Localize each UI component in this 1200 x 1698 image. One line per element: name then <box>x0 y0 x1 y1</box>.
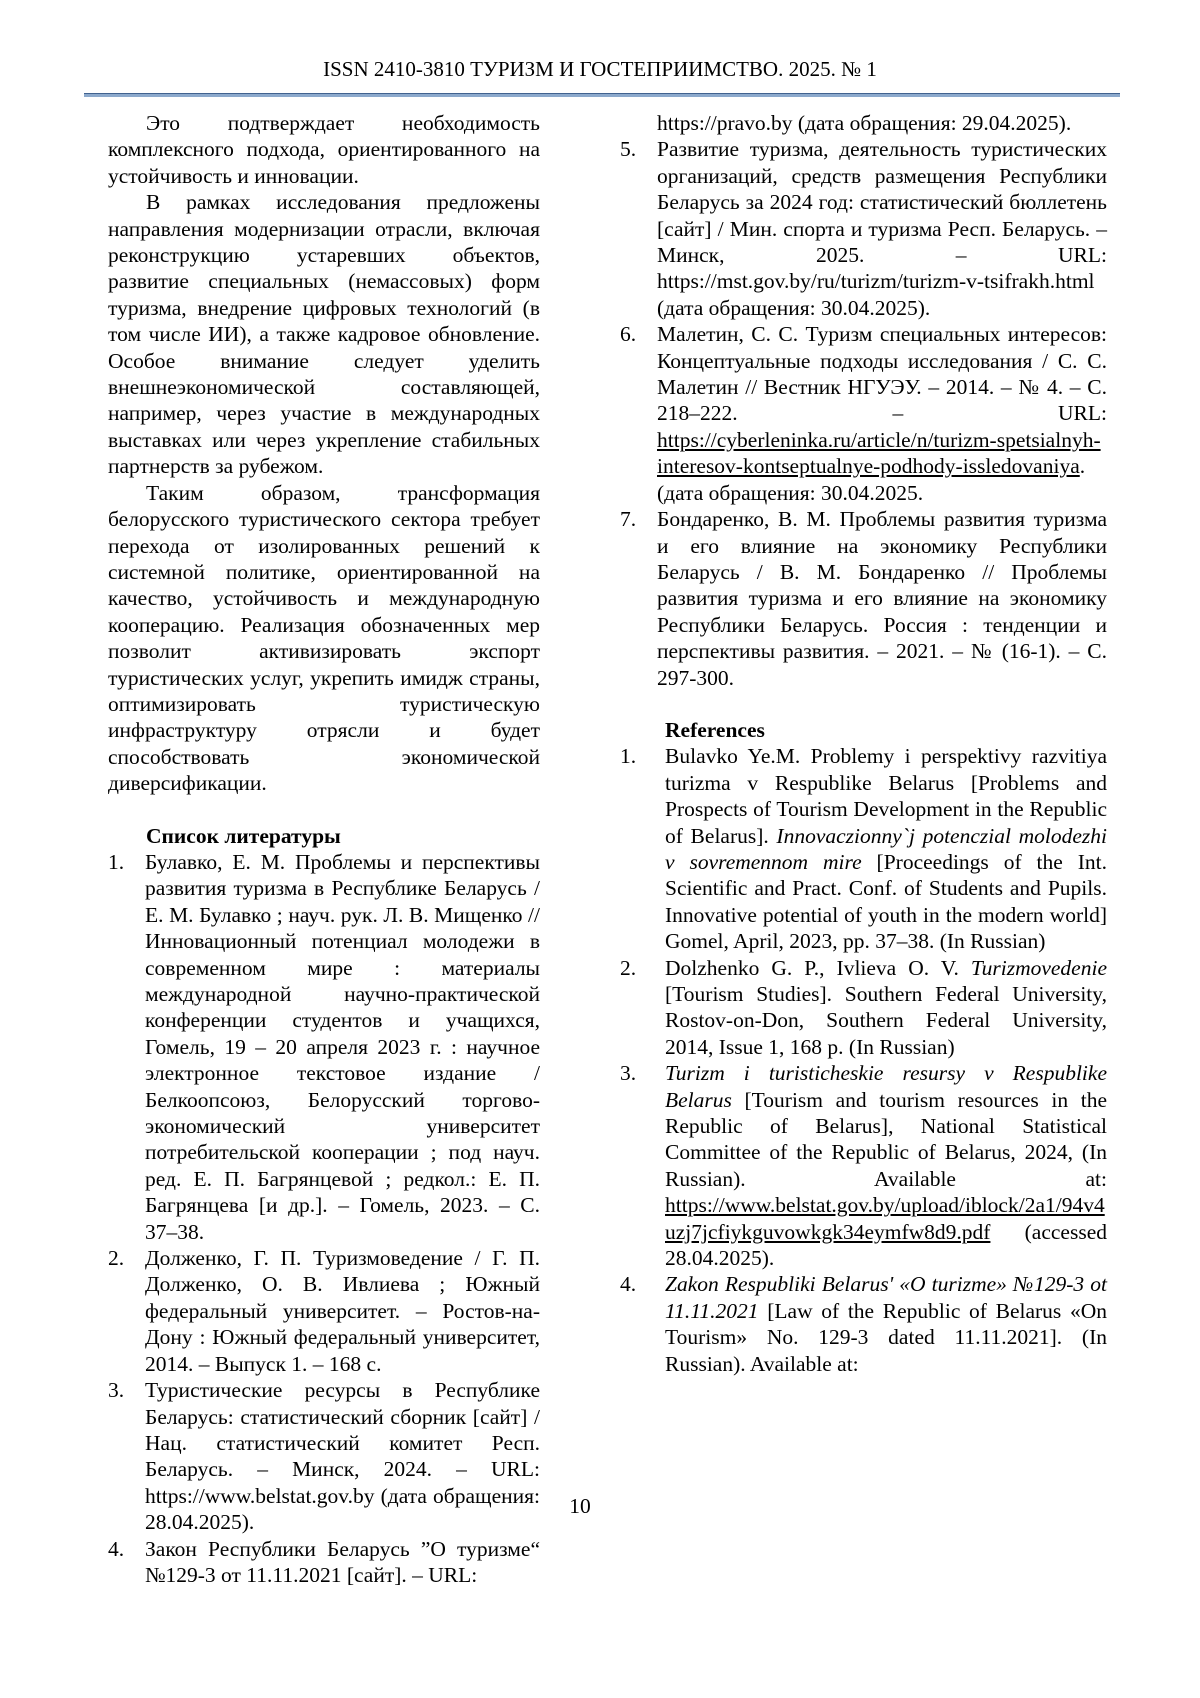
left-references <box>108 849 540 1588</box>
reference-text: Туристические ресурсы в Республике Беларусь: статистический сборник [сайт] / Нац. статистический комитет Респ. Беларусь. – Минск, 2024. – URL: https://www.belstat.gov.by (дата обращения: 28.04.2025). <box>145 1378 540 1535</box>
reference-text: Innovaczionny`j potenczial molodezhi v sovremennom mire <box>665 823 1107 874</box>
reference-number: 4. <box>108 1536 125 1561</box>
reference-number: 3. <box>108 1378 125 1403</box>
reference-4-continuation <box>620 110 1107 136</box>
reference-number: 2. <box>108 1246 125 1271</box>
body-paragraph: Это подтверждает необходимость комплексного подхода, ориентированного на устойчивость и инновации. <box>108 111 540 188</box>
reference-item <box>620 506 1107 691</box>
reference-text: Булавко, Е. М. Проблемы и перспективы развития туризма в Республике Беларусь / Е. М. Булавко ; науч. рук. Л. В. Мищенко // Инновационный потенциал молодежи в современном мире : материалы международной научно-практической конференции студентов и учащихся, Гомель, 19 – 20 апреля 2023 г. : научное электронное текстовое издание / Белкоопсоюз, Белорусский торгово-экономический университет потребительской кооперации ; под науч. ред. Е. П. Багрянцевой ; редкол.: Е. П. Багрянцева [и др.]. – Гомель, 2023. – С. 37–38. <box>145 849 540 1244</box>
reference-text: . (дата обращения: 30.04.2025. <box>657 454 1086 505</box>
reference-text: Развитие туризма, деятельность туристических организаций, средств размещения Республики Беларусь за 2024 год: статистический бюллетень [сайт] / Мин. спорта и туризма Респ. Беларусь. – Минск, 2025. – URL: https://mst.gov.by/ru/turizm/turizm-v-tsifrakh.html (дата обращения: 30.04.2025). <box>657 137 1107 320</box>
reference-number: 7. <box>620 507 637 532</box>
hyperlink-text[interactable]: https://cyberleninka.ru/article/n/turizm-spetsialnyh-interesov-kontseptualnye-podhody-issledovaniya <box>657 427 1101 479</box>
references-title-ru: Список литературы <box>146 823 341 848</box>
left-paragraphs <box>108 110 540 797</box>
reference-item <box>108 849 540 1245</box>
reference-number: 4. <box>620 1272 637 1297</box>
reference-item <box>108 1245 540 1377</box>
reference-number: 6. <box>620 322 637 347</box>
reference-number: 3. <box>620 1061 637 1086</box>
hyperlink-text[interactable]: https://www.belstat.gov.by/upload/iblock/2a1/94v4uzj7jcfiykguvowkgk34eymfw8d9.pdf <box>665 1193 1105 1244</box>
reference-text: [Proceedings of the Int. Scientific and Pract. Conf. of Students and Pupils. Innovative potential of youth in the modern world] Gomel, April, 2023, pp. 37–38. (In Russian) <box>665 849 1107 954</box>
reference-text: [Tourism and tourism resources in the Republic of Belarus], National Statistical Committee of the Republic of Belarus, 2024, (In Russian). Available at: <box>665 1087 1107 1191</box>
right-column <box>620 110 1107 1377</box>
right-references-en <box>620 743 1107 1377</box>
reference-item <box>620 743 1107 954</box>
left-column <box>108 110 540 1588</box>
body-paragraph: В рамках исследования предложены направления модернизации отрасли, включая реконструкцию устаревших объектов, развитие специальных (немассовых) форм туризма, внедрение цифровых технологий (в том числе ИИ), а также кадровое обновление. Особое внимание следует уделить внешнеэкономической составляющей, например, через участие в международных выставках или через укрепление стабильных партнерств за рубежом. <box>108 190 540 479</box>
body-paragraph: Таким образом, трансформация белорусского туристического сектора требует перехода от изолированных решений к системной политике, ориентированной на качество, устойчивость и международную кооперацию. Реализация обозначенных мер позволит активизировать экспорт туристических услуг, укрепить имидж страны, оптимизировать туристическую инфраструктуру отрясли и будет способствовать экономической диверсификации. <box>108 480 540 796</box>
reference-number: 5. <box>620 137 637 162</box>
journal-header: ISSN 2410-3810 ТУРИЗМ И ГОСТЕПРИИМСТВО. 2025. № 1 <box>323 57 877 81</box>
reference-text: [Law of the Republic of Belarus «On Tourism» No. 129-3 dated 11.11.2021]. (In Russian). Available at: <box>665 1298 1107 1376</box>
reference-text: Turizmovedenie <box>970 955 1107 980</box>
reference-text: (accessed 28.04.2025). <box>665 1219 1107 1271</box>
reference-item <box>620 321 1107 506</box>
page-number: 10 <box>569 1494 591 1518</box>
reference-text: Бондаренко, В. М. Проблемы развития туризма и его влияние на экономику Республики Беларусь / В. М. Бондаренко // Проблемы развития туризма и его влияние на экономику Республики Беларусь. Россия : тенденции и перспективы развития. – 2021. – № (16-1). – С. 297-300. <box>657 507 1107 690</box>
reference-number: 1. <box>620 744 637 769</box>
reference-text: Малетин, С. С. Туризм специальных интересов: Концептуальные подходы исследования / С. С. Малетин // Вестник НГУЭУ. – 2014. – № 4. – С. 218–222. – URL: <box>657 322 1107 426</box>
reference-text: https://pravo.by (дата обращения: 29.04.2025). <box>657 111 1072 135</box>
reference-text: Bulavko Ye.M. Problemy i perspektivy razvitiya turizma v Respublike Belarus [Problems and Prospects of Tourism Development in the Republic of Belarus]. <box>665 744 1107 848</box>
reference-item <box>620 1060 1107 1271</box>
reference-number: 1. <box>108 849 125 874</box>
reference-text: Закон Республики Беларусь ”О туризме“ №129-3 от 11.11.2021 [сайт]. – URL: <box>145 1536 540 1587</box>
reference-text: Zakon Respubliki Belarus' «O turizme» №129-3 ot 11.11.2021 <box>665 1272 1107 1323</box>
reference-item <box>620 1271 1107 1377</box>
right-references-ru <box>620 136 1107 691</box>
reference-text: Долженко, Г. П. Туризмоведение / Г. П. Долженко, О. В. Ивлиева ; Южный федеральный университет. – Ростов-на-Дону : Южный федеральный университет, 2014. – Выпуск 1. – 168 с. <box>145 1246 540 1376</box>
reference-item <box>620 136 1107 321</box>
header-rule <box>84 93 1120 97</box>
reference-item <box>108 1536 540 1589</box>
reference-text: Turizm i turisticheskie resursy v Respublike Belarus <box>665 1061 1107 1112</box>
reference-text: Dolzhenko G. P., Ivlieva O. V. <box>665 955 971 980</box>
reference-number: 2. <box>620 955 637 980</box>
reference-text: [Tourism Studies]. Southern Federal University, Rostov-on-Don, Southern Federal University, 2014, Issue 1, 168 p. (In Russian) <box>665 982 1107 1059</box>
references-title-en: References <box>665 717 765 742</box>
reference-item <box>620 955 1107 1061</box>
